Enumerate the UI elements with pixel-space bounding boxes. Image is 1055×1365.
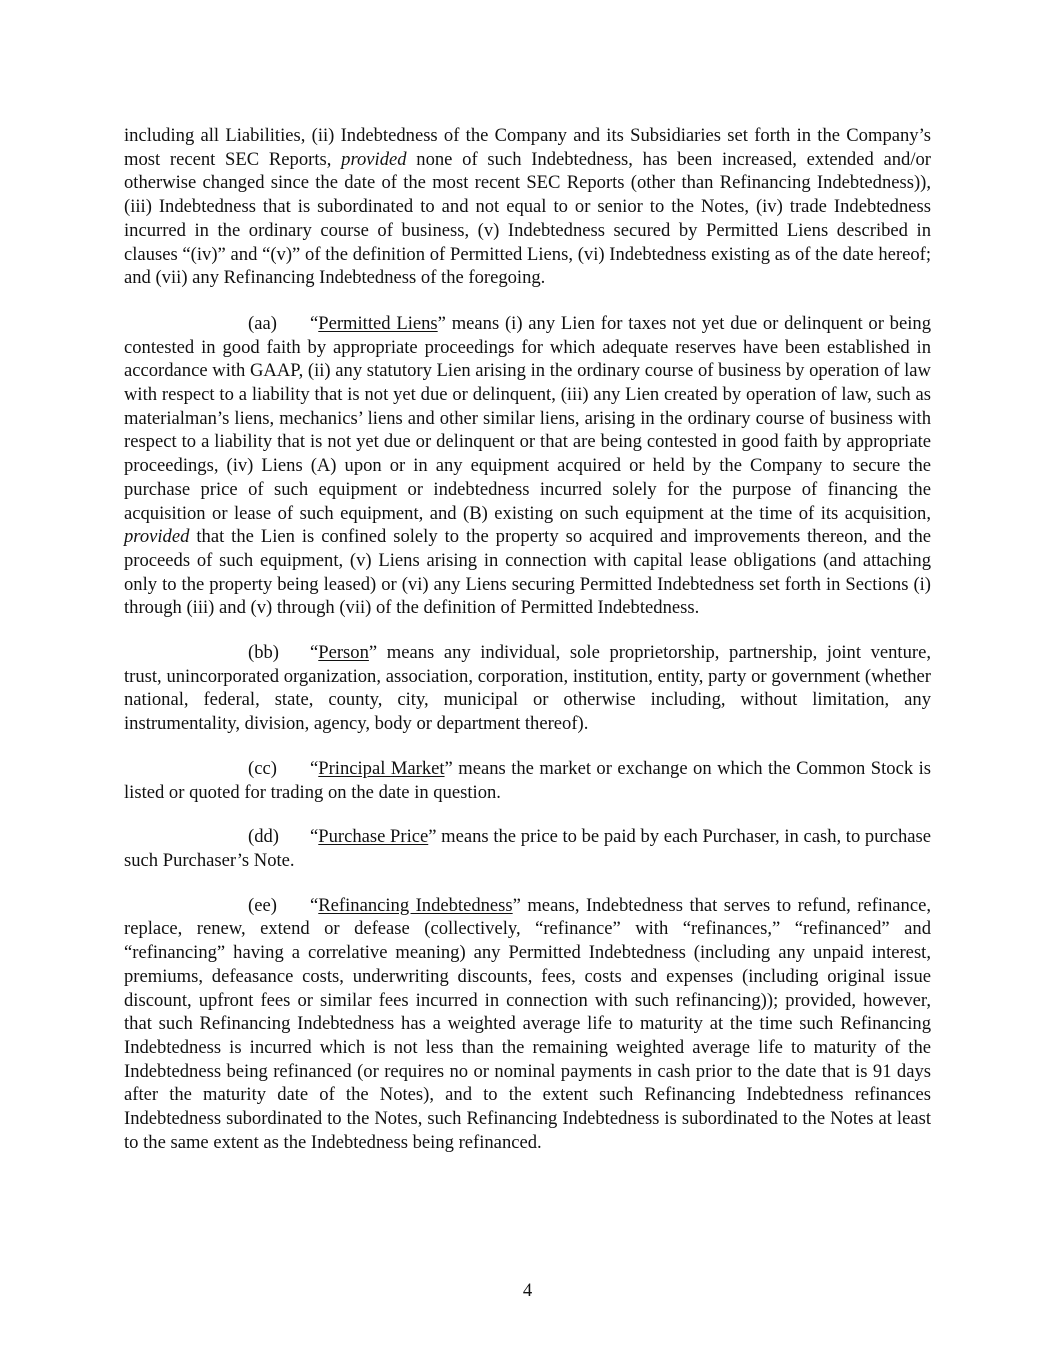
intro-text-part2: none of such Indebtedness, has been increased, extended and/or otherwise changed since the date of the most recent SEC Reports (other than Refinancing Indebtedness)), (iii) Indebtedness that is subordinated to and not equal to or senior to the Notes, (iv) trade Indebtedness incurred in the ordinary course of business, (v) Indebtedness secured by Permitted Liens described in clauses “(iv)” and “(v)” of the definition of Permitted Liens, (vi) Indebtedness existing as of the date hereof; and (vii) any Refinancing Indebtedness of the foregoing. [124, 148, 931, 289]
definition-italic-provided: provided [124, 526, 190, 548]
definition-label-dd: (dd) [248, 826, 279, 848]
definition-label-ee: (ee) [248, 894, 277, 916]
definition-text-dd: ” means the price to be paid by each Purchaser, in cash, to purchase such Purchaser’s Note. [124, 826, 931, 871]
intro-italic-provided: provided [341, 148, 407, 170]
definition-text-cc: ” means the market or exchange on which the Common Stock is listed or quoted for trading on the date in question. [124, 757, 931, 803]
defined-term-principal-market: Principal Market [318, 757, 445, 779]
defined-term-permitted-liens: Permitted Liens [318, 312, 438, 334]
document-page-body [124, 124, 931, 1175]
open-quote: “ [310, 894, 319, 916]
definition-purchase-price [124, 825, 931, 872]
definition-text-bb: ” means any individual, sole proprietorship, partnership, joint venture, trust, unincorporated organization, association, corporation, institution, entity, party or government (whether national, federal, state, county, city, municipal or otherwise including, without limitation, any instrumentality, division, agency, body or department thereof). [124, 642, 931, 735]
definition-text-aa-part1: ” means (i) any Lien for taxes not yet due or delinquent or being contested in good faith by appropriate proceedings for which adequate reserves have been established in accordance with GAAP, (ii) any statutory Lien arising in the ordinary course of business by operation of law with respect to a liability that is not yet due or delinquent, (iii) any Lien created by operation of law, such as materialman’s liens, mechanics’ liens and other similar liens, arising in the ordinary course of business with respect to a liability that is not yet due or delinquent or that are being contested in good faith by appropriate proceedings, (iv) Liens (A) upon or in any equipment acquired or held by the Company to secure the purchase price of such equipment or indebtedness incurred solely for the purpose of financing the acquisition or lease of such equipment, and (B) existing on such equipment at the time of its acquisition, [124, 312, 931, 524]
open-quote: “ [310, 757, 319, 779]
definition-label-aa: (aa) [248, 312, 277, 334]
definition-label-cc: (cc) [248, 757, 277, 779]
open-quote: “ [310, 312, 319, 334]
definition-principal-market [124, 757, 931, 804]
definition-text-ee: ” means, Indebtedness that serves to refund, refinance, replace, renew, extend or defease (collectively, “refinance” with “refinances,” “refinanced” and “refinancing” having a correlative meaning) any Permitted Indebtedness (including any unpaid interest, premiums, defeasance costs, underwriting discounts, fees, costs and expenses (including original issue discount, upfront fees or similar fees incurred in connection with such refinancing)); provided, however, that such Refinancing Indebtedness has a weighted average life to maturity at the time such Refinancing Indebtedness is incurred which is not less than the remaining weighted average life to maturity of the Indebtedness being refinanced (or requires no or nominal payments in cash prior to the date that is 91 days after the maturity date of the Notes), and to the extent such Refinancing Indebtedness refinances Indebtedness subordinated to the Notes, such Refinancing Indebtedness is subordinated to the Notes at least to the same extent as the Indebtedness being refinanced. [124, 894, 931, 1153]
defined-term-purchase-price: Purchase Price [318, 826, 429, 848]
page-number: 4 [522, 1280, 533, 1301]
defined-term-person: Person [318, 642, 369, 664]
open-quote: “ [310, 642, 319, 664]
definition-label-bb: (bb) [248, 642, 279, 664]
defined-term-refinancing-indebtedness: Refinancing Indebtedness [318, 894, 513, 916]
definition-person [124, 641, 931, 736]
definition-text-aa-part2: that the Lien is confined solely to the property so acquired and improvements thereon, and the proceeds of such equipment, (v) Liens arising in connection with capital lease obligations (and attaching only to the property being leased) or (vi) any Liens securing Permitted Indebtedness set forth in Sections (i) through (iii) and (v) through (vii) of the definition of Permitted Indebtedness. [124, 526, 931, 619]
intro-paragraph [124, 124, 931, 290]
definition-refinancing-indebtedness [124, 894, 931, 1155]
definition-permitted-liens [124, 312, 931, 620]
intro-text-part1: including all Liabilities, (ii) Indebtedness of the Company and its Subsidiaries set forth in the Company’s most recent SEC Reports, [124, 125, 931, 170]
open-quote: “ [310, 826, 319, 848]
